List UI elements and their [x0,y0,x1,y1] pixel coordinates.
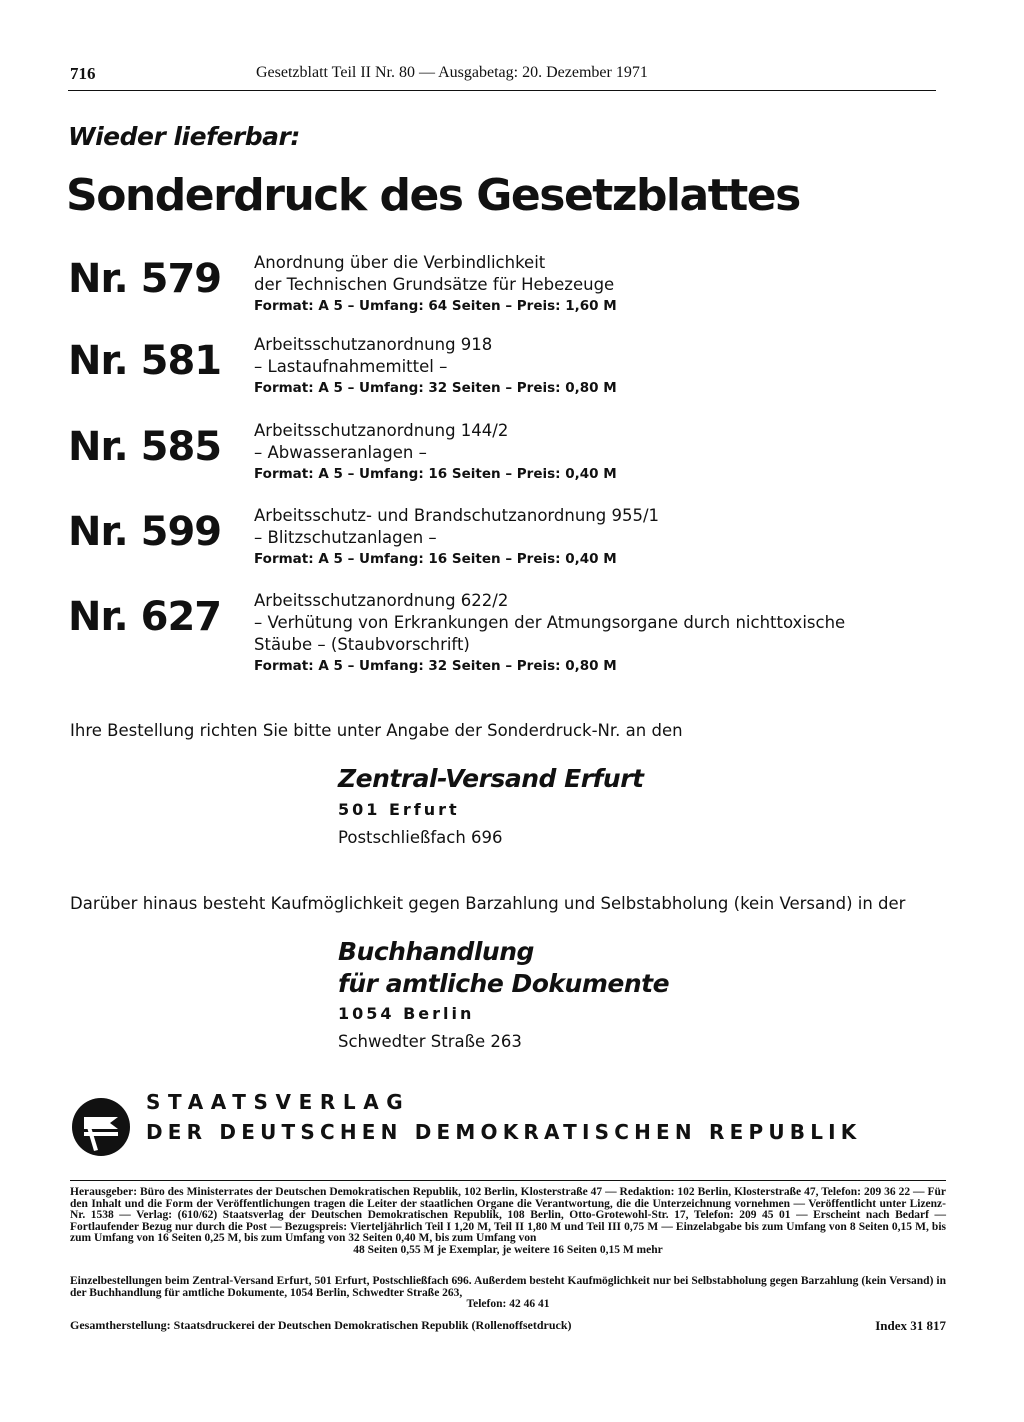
entry-line: Arbeitsschutzanordnung 144/2 [254,421,509,440]
entry-format: Format: A 5 – Umfang: 32 Seiten – Preis: 0,80 M [254,658,617,674]
entry-format: Format: A 5 – Umfang: 64 Seiten – Preis: 1,60 M [254,298,617,314]
address-name: Buchhandlung [338,937,534,966]
entry-format: Format: A 5 – Umfang: 16 Seiten – Preis: 0,40 M [254,551,617,567]
address-name: für amtliche Dokumente [338,969,670,998]
entry-line: – Abwasseranlagen – [254,443,427,462]
entry-line: – Verhütung von Erkrankungen der Atmungsorgane durch nichttoxische [254,613,846,632]
entry-line: Stäube – (Staubvorschrift) [254,635,470,654]
running-title: Gesetzblatt Teil II Nr. 80 — Ausgabetag: 20. Dezember 1971 [256,64,648,81]
entry-description [254,590,914,676]
imprint-paragraph [70,1187,946,1257]
entry-number: Nr. 599 [68,509,222,555]
entry-format: Format: A 5 – Umfang: 16 Seiten – Preis: 0,40 M [254,466,617,482]
entry-description [254,420,914,484]
footer [70,1318,946,1333]
imprint-paragraph [70,1276,946,1311]
entry-description [254,334,914,398]
address-city: 1054 Berlin [338,1004,475,1023]
page-title: Sonderdruck des Gesetzblattes [66,170,800,221]
address-po-box: Postschließfach 696 [338,828,503,847]
entry-description [254,505,914,569]
entry-line: Anordnung über die Verbindlichkeit [254,253,546,272]
order-instruction: Ihre Bestellung richten Sie bitte unter Angabe der Sonderdruck-Nr. an den [70,721,683,740]
imprint-text: Herausgeber: Büro des Ministerrates der Deutschen Demokratischen Republik, 102 Berlin, Klosterstraße 47 — Redaktion: 102 Berlin, Klosterstraße 47, Telefon: 209 36 22 — Für den Inhalt und die Form der Veröffentlichungen tragen die Leiter der staatlichen Organe die Verantwortung, die die Unterzeichnung vornehmen — Veröffentlicht unter Lizenz-Nr. 1538 — Verlag: (610/62) Staatsverlag der Deutschen Demokratischen Republik, 108 Berlin, Otto-Grotewohl-Str. 17, Telefon: 209 45 01 — Erscheint nach Bedarf — Fortlaufender Bezug nur durch die Post — Bezugspreis: Vierteljährlich Teil I 1,20 M, Teil II 1,80 M und Teil III 0,75 M — Einzelabgabe bis zum Umfang von 8 Seiten 0,15 M, bis zum Umfang von 16 Seiten 0,25 M, bis zum Umfang von 32 Seiten 0,40 M, bis zum Umfang von [70,1186,946,1245]
entry-number: Nr. 579 [68,256,222,302]
publisher-name-line2: DER DEUTSCHEN DEMOKRATISCHEN REPUBLIK [146,1120,862,1144]
page-header [68,64,936,84]
entry-description [254,252,914,316]
publisher-logo-icon [70,1096,132,1158]
imprint-text: 48 Seiten 0,55 M je Exemplar, je weitere 16 Seiten 0,15 M mehr [353,1243,663,1256]
imprint-text: Telefon: 42 46 41 [466,1298,550,1311]
header-rule [68,90,936,91]
entry-line: Arbeitsschutzanordnung 918 [254,335,493,354]
entry-line: – Lastaufnahmemittel – [254,357,448,376]
entry-line: der Technischen Grundsätze für Hebezeuge [254,275,615,294]
entry-line: Arbeitsschutzanordnung 622/2 [254,591,509,610]
index-number: Index 31 817 [875,1318,946,1333]
imprint-rule [70,1180,946,1181]
imprint-text: Einzelbestellungen beim Zentral-Versand Erfurt, 501 Erfurt, Postschließfach 696. Außerdem besteht Kaufmöglichkeit nur bei Selbstabholung gegen Barzahlung (kein Versand) in der Buchhandlung für amtliche Dokumente, 1054 Berlin, Schwedter Straße 263, [70,1275,946,1299]
entry-line: – Blitzschutzanlagen – [254,528,437,547]
publisher-name: STAATSVERLAG [146,1090,411,1114]
entry-number: Nr. 581 [68,338,222,384]
purchase-note: Darüber hinaus besteht Kaufmöglichkeit gegen Barzahlung und Selbstabholung (kein Versand) in der [70,894,906,913]
printer-note: Gesamtherstellung: Staatsdruckerei der Deutschen Demokratischen Republik (Rollenoffsetdruck) [70,1318,572,1332]
address-city: 501 Erfurt [338,800,460,819]
entry-number: Nr. 585 [68,424,222,470]
entry-format: Format: A 5 – Umfang: 32 Seiten – Preis: 0,80 M [254,380,617,396]
address-zentral-versand [338,762,643,852]
address-street: Schwedter Straße 263 [338,1032,522,1051]
publisher-block [68,1090,948,1160]
entry-line: Arbeitsschutz- und Brandschutzanordnung 955/1 [254,506,660,525]
address-name: Zentral-Versand Erfurt [338,764,644,793]
kicker-text: Wieder lieferbar: [68,122,300,151]
page-number: 716 [70,64,96,83]
address-buchhandlung [338,936,669,1056]
entry-number: Nr. 627 [68,594,222,640]
